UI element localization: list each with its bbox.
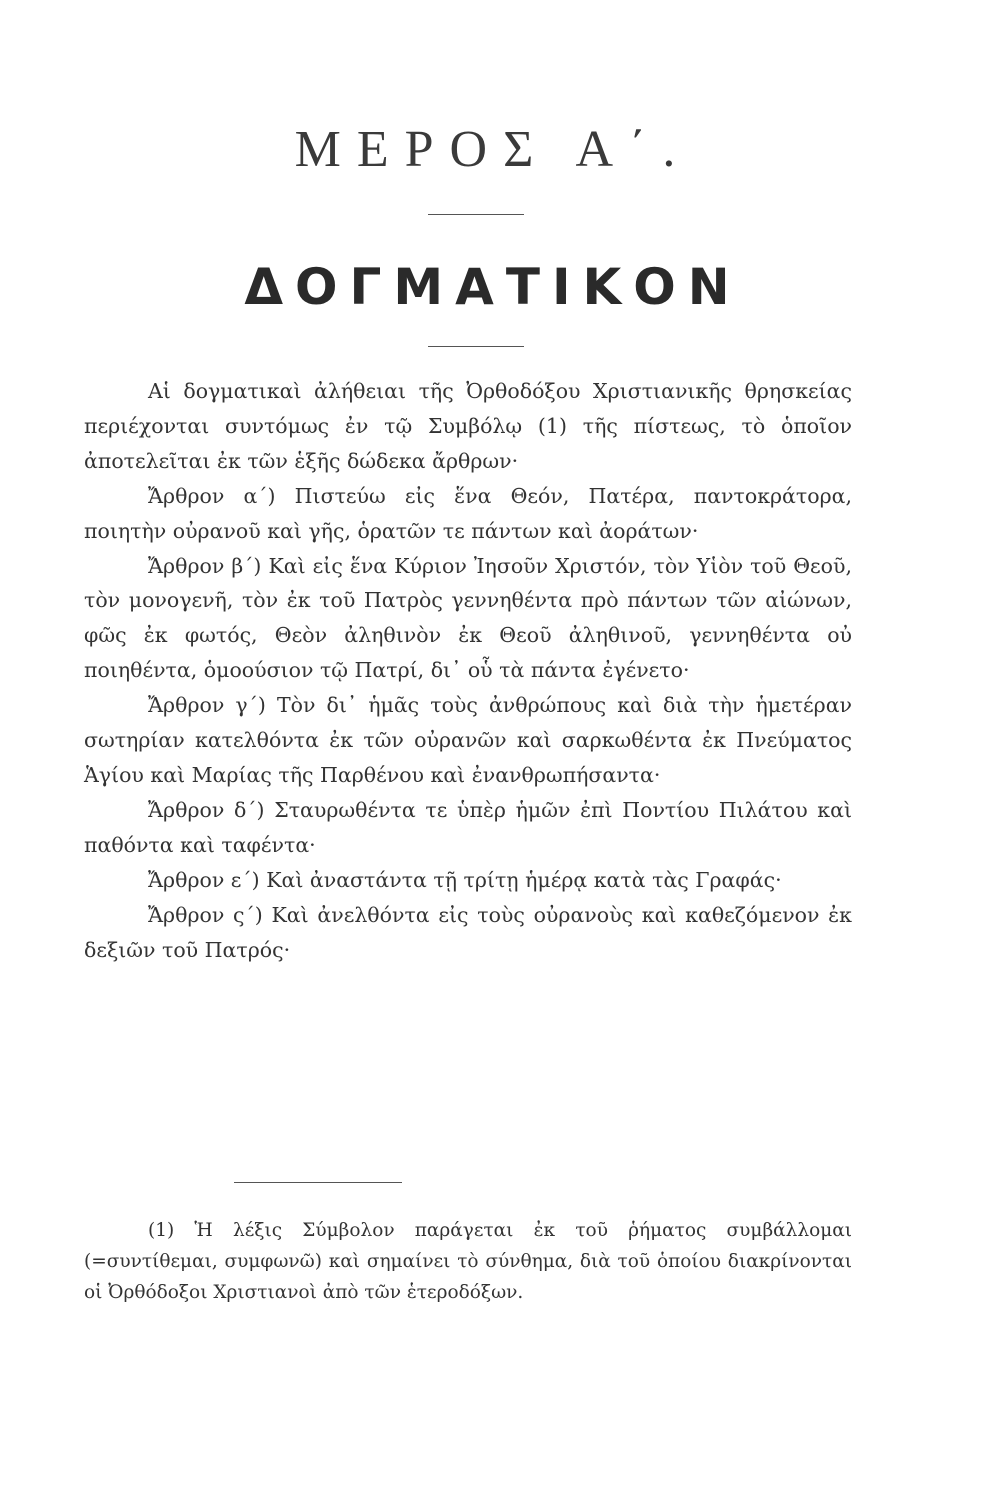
article-3-paragraph: Ἄρθρον γ΄) Τὸν δι᾿ ἡμᾶς τοὺς ἀνθρώπους καὶ διὰ τὴν ἡμετέραν σωτηρίαν κατελθόντα ἐκ τῶν οὐρανῶν καὶ σαρκωθέντα ἐκ Πνεύματος Ἁγίου καὶ Μαρίας τῆς Παρθένου καὶ ἐνανθρωπήσαντα·	[84, 693, 852, 787]
section-title: ΔΟΓΜΑΤΙΚΟΝ	[244, 258, 742, 316]
part-title: ΜΕΡΟΣ Α΄.	[294, 121, 692, 178]
footnote	[84, 1216, 852, 1308]
title-divider-bottom	[428, 346, 524, 347]
footnote-divider	[234, 1182, 402, 1183]
article-6-paragraph: Ἄρθρον ς΄) Καὶ ἀνελθόντα εἰς τοὺς οὐρανοὺς καὶ καθεζόμενον ἐκ δεξιῶν τοῦ Πατρός·	[84, 902, 852, 962]
article-2-paragraph: Ἄρθρον β΄) Καὶ εἰς ἕνα Κύριον Ἰησοῦν Χριστόν, τὸν Υἱὸν τοῦ Θεοῦ, τὸν μονογενῆ, τὸν ἐκ τοῦ Πατρὸς γεννηθέντα πρὸ πάντων τῶν αἰώνων, φῶς ἐκ φωτός, Θεὸν ἀληθινὸν ἐκ Θεοῦ ἀληθινοῦ, γεννηθέντα οὐ ποιηθέντα, ὁμοούσιον τῷ Πατρί, δι᾿ οὗ τὰ πάντα ἐγένετο·	[84, 553, 852, 683]
body-text	[84, 374, 852, 967]
title-divider-top	[428, 214, 524, 215]
intro-paragraph: Αἱ δογματικαὶ ἀλήθειαι τῆς Ὀρθοδόξου Χριστιανικῆς θρησκείας περιέχονται συντόμως ἐν τῷ Συμβόλῳ (1) τῆς πίστεως, τὸ ὁποῖον ἀποτελεῖται ἐκ τῶν ἑξῆς δώδεκα ἄρθρων·	[84, 379, 852, 473]
article-4-paragraph: Ἄρθρον δ΄) Σταυρωθέντα τε ὑπὲρ ἡμῶν ἐπὶ Ποντίου Πιλάτου καὶ παθόντα καὶ ταφέντα·	[84, 797, 852, 857]
article-1-paragraph: Ἄρθρον α΄) Πιστεύω εἰς ἕνα Θεόν, Πατέρα, παντοκράτορα, ποιητὴν οὐρανοῦ καὶ γῆς, ὁρατῶν τε πάντων καὶ ἀοράτων·	[84, 483, 852, 543]
footnote-text: (1) Ἡ λέξις Σύμβολον παράγεται ἐκ τοῦ ῥήματος συμβάλλομαι (=συντίθεμαι, συμφωνῶ) καὶ σημαίνει τὸ σύνθημα, διὰ τοῦ ὁποίου διακρίνονται οἱ Ὀρθόδοξοι Χριστιανοὶ ἀπὸ τῶν ἑτεροδόξων.	[84, 1220, 852, 1303]
article-5-paragraph: Ἄρθρον ε΄) Καὶ ἀναστάντα τῇ τρίτῃ ἡμέρᾳ κατὰ τὰς Γραφάς·	[148, 867, 782, 892]
